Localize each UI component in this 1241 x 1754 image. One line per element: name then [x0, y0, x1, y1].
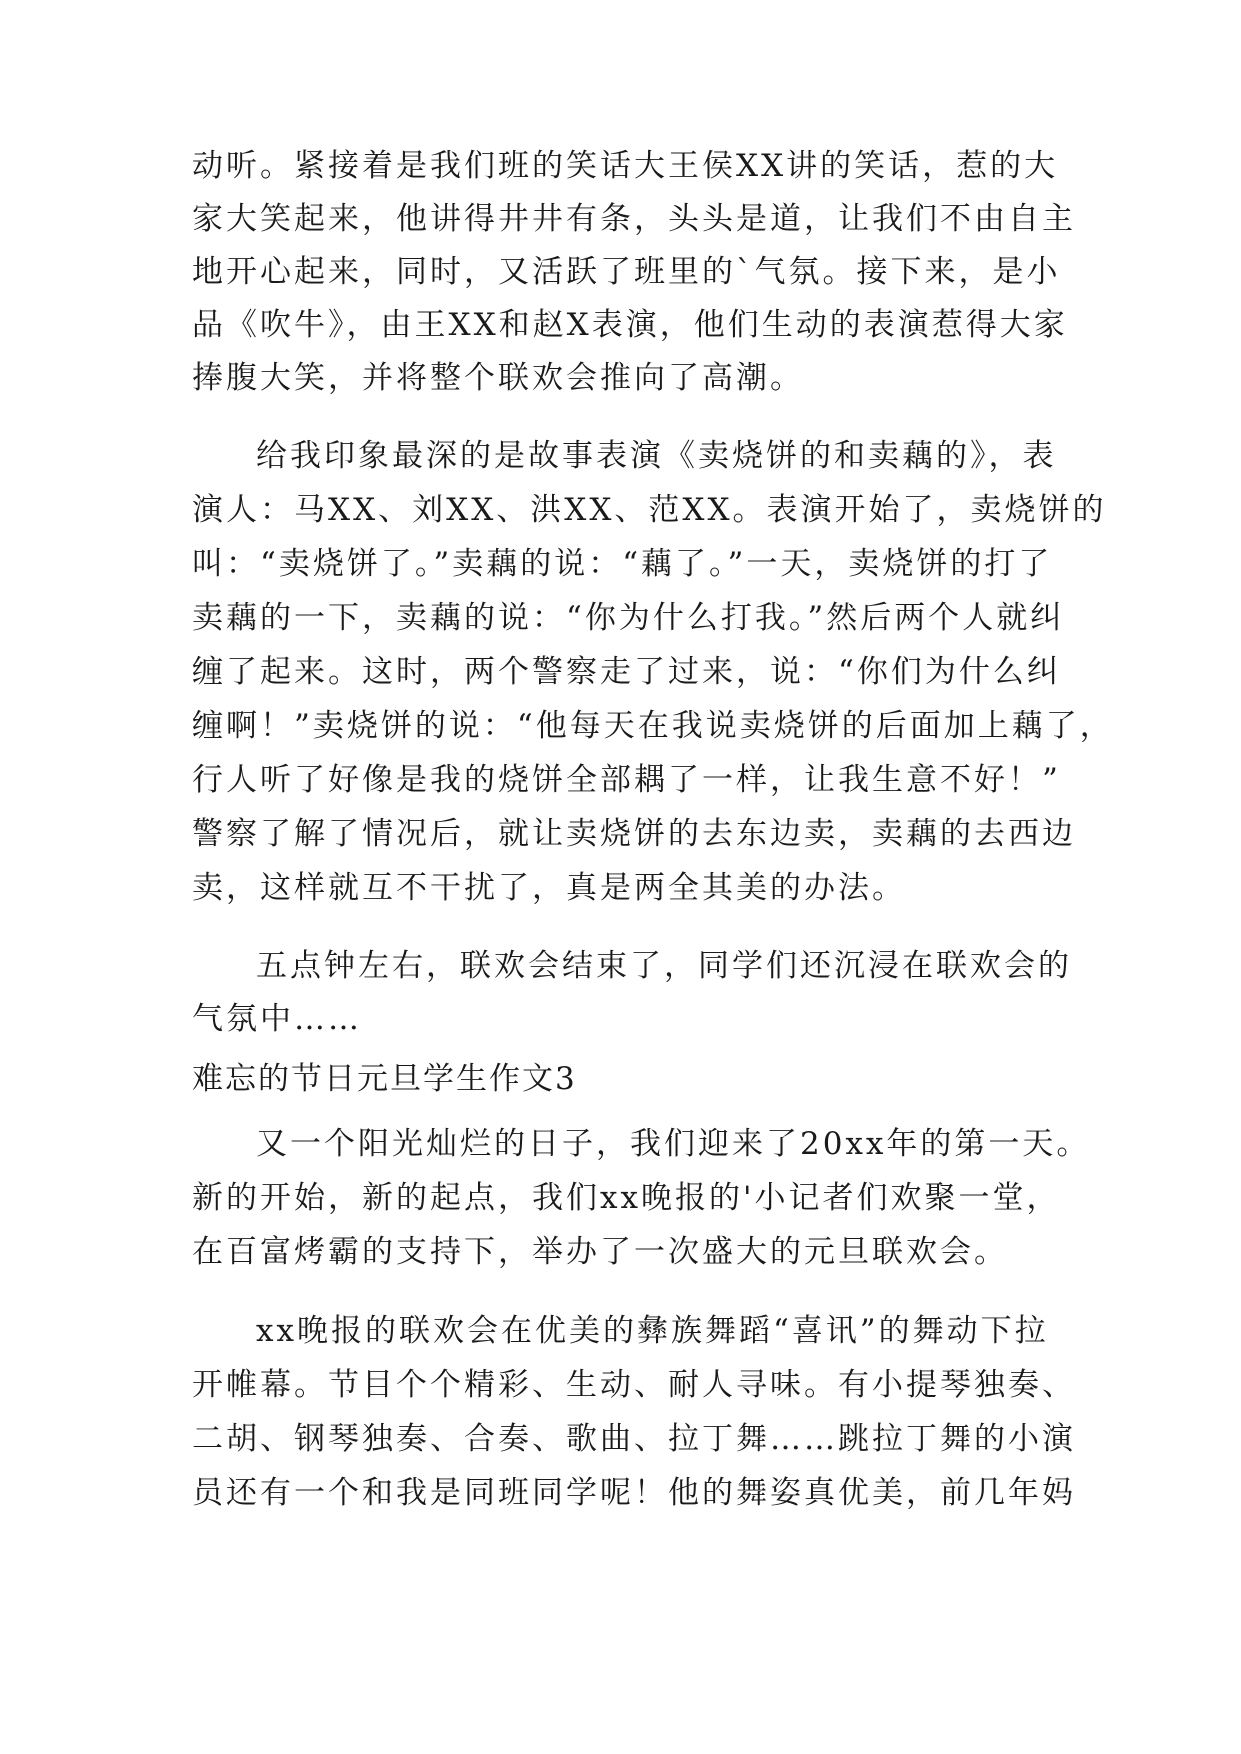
paragraph-line: 叫：“卖烧饼了。”卖藕的说：“藕了。”一天，卖烧饼的打了	[192, 546, 1053, 582]
paragraph-line: 演人：马XX、刘XX、洪XX、范XX。表演开始了，卖烧饼的	[192, 492, 1107, 528]
paragraph-line: 警察了解了情况后，就让卖烧饼的去东边卖，卖藕的去西边	[192, 816, 1076, 852]
paragraph-line: 卖，这样就互不干扰了，真是两全其美的办法。	[192, 870, 906, 906]
paragraph-line: 缠了起来。这时，两个警察走了过来，说：“你们为什么纠	[192, 654, 1061, 690]
paragraph-line: 又一个阳光灿烂的日子，我们迎来了20xx年的第一天。	[256, 1126, 1091, 1162]
paragraph-line: 行人听了好像是我的烧饼全部耦了一样，让我生意不好！”	[192, 762, 1061, 798]
paragraph-line: xx晚报的联欢会在优美的彝族舞蹈“喜讯”的舞动下拉	[256, 1313, 1049, 1349]
paragraph-line: 新的开始，新的起点，我们xx晚报的'小记者们欢聚一堂，	[192, 1180, 1061, 1216]
paragraph-line: 家大笑起来，他讲得井井有条，头头是道，让我们不由自主	[192, 201, 1076, 237]
paragraph-line: 卖藕的一下，卖藕的说：“你为什么打我。”然后两个人就纠	[192, 600, 1065, 636]
paragraph-line: 给我印象最深的是故事表演《卖烧饼的和卖藕的》，表	[256, 438, 1057, 474]
section-heading: 难忘的节日元旦学生作文3	[192, 1061, 577, 1097]
paragraph-line: 五点钟左右，联欢会结束了，同学们还沉浸在联欢会的	[256, 948, 1072, 984]
paragraph-line: 地开心起来，同时，又活跃了班里的`气氛。接下来，是小	[192, 254, 1061, 290]
paragraph-line: 品《吹牛》，由王XX和赵X表演，他们生动的表演惹得大家	[192, 307, 1068, 343]
paragraph-line: 二胡、钢琴独奏、合奏、歌曲、拉丁舞……跳拉丁舞的小演	[192, 1421, 1076, 1457]
paragraph-line: 气氛中……	[192, 1001, 362, 1037]
paragraph-line: 缠啊！”卖烧饼的说：“他每天在我说卖烧饼的后面加上藕了，	[192, 708, 1114, 744]
paragraph-line: 开帷幕。节目个个精彩、生动、耐人寻味。有小提琴独奏、	[192, 1367, 1076, 1403]
paragraph-line: 动听。紧接着是我们班的笑话大王侯XX讲的笑话，惹的大	[192, 148, 1059, 184]
paragraph-line: 员还有一个和我是同班同学呢！他的舞姿真优美，前几年妈	[192, 1475, 1076, 1511]
paragraph-line: 在百富烤霸的支持下，举办了一次盛大的元旦联欢会。	[192, 1234, 1008, 1270]
paragraph-line: 捧腹大笑，并将整个联欢会推向了高潮。	[192, 360, 804, 396]
